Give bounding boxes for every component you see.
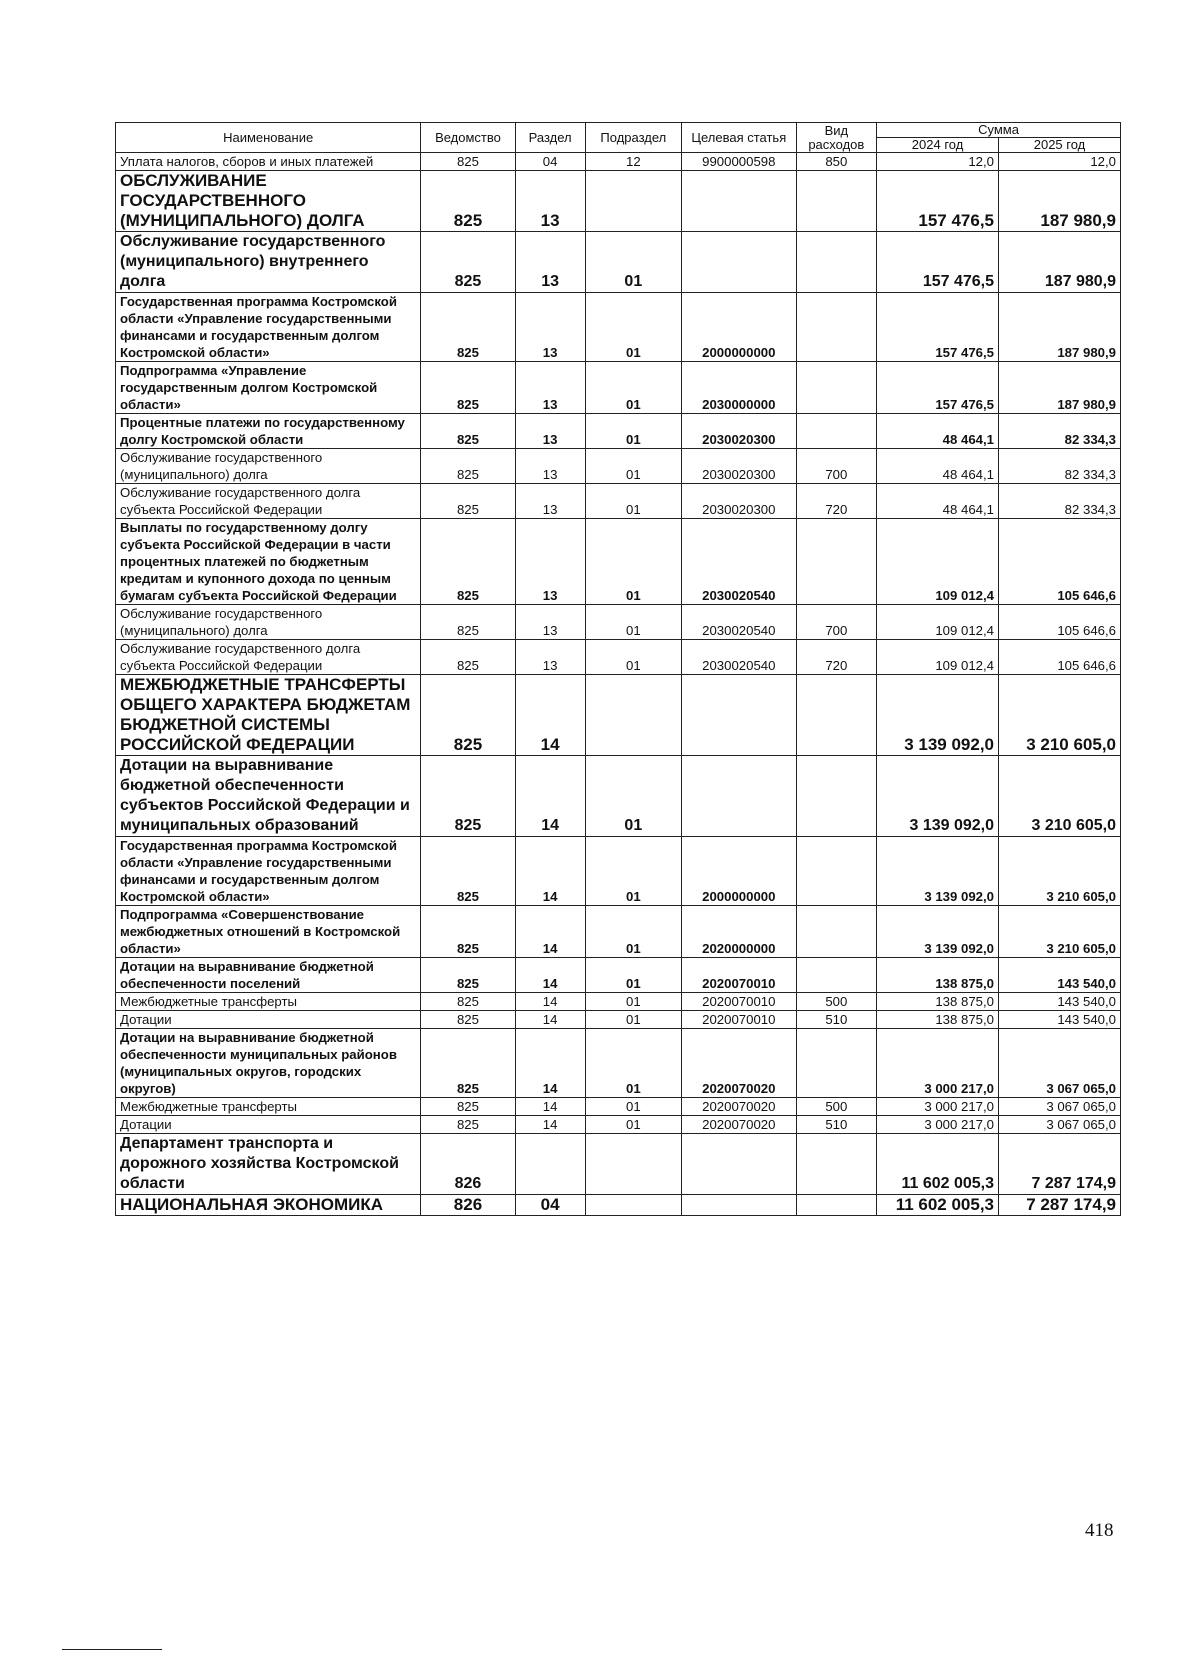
row-sum-2025: 3 210 605,0 — [999, 837, 1121, 906]
row-sum-2025: 3 067 065,0 — [999, 1098, 1121, 1116]
row-section: 14 — [515, 1011, 585, 1029]
row-section: 14 — [515, 993, 585, 1011]
row-dept: 825 — [421, 605, 515, 640]
row-target: 2020070010 — [682, 993, 796, 1011]
row-section: 14 — [515, 1029, 585, 1098]
row-subsection: 01 — [585, 1029, 681, 1098]
table-row — [116, 414, 1121, 449]
row-name: ОБСЛУЖИВАНИЕ ГОСУДАРСТВЕННОГО (МУНИЦИПАЛЬНОГО) ДОЛГА — [116, 171, 421, 232]
table-row — [116, 1011, 1121, 1029]
row-section: 13 — [515, 232, 585, 293]
row-name: МЕЖБЮДЖЕТНЫЕ ТРАНСФЕРТЫ ОБЩЕГО ХАРАКТЕРА БЮДЖЕТАМ БЮДЖЕТНОЙ СИСТЕМЫ РОССИЙСКОЙ ФЕДЕРАЦИИ — [116, 675, 421, 756]
row-section: 04 — [515, 153, 585, 171]
row-section: 13 — [515, 171, 585, 232]
header-row — [116, 123, 1121, 138]
row-section: 13 — [515, 449, 585, 484]
row-type — [796, 362, 877, 414]
row-target: 2030020300 — [682, 484, 796, 519]
row-type — [796, 171, 877, 232]
row-subsection: 01 — [585, 756, 681, 837]
row-sum-2024: 157 476,5 — [877, 232, 999, 293]
row-name: Департамент транспорта и дорожного хозяйства Костромской области — [116, 1134, 421, 1195]
row-sum-2025: 82 334,3 — [999, 414, 1121, 449]
row-target: 2020070010 — [682, 958, 796, 993]
row-section: 14 — [515, 1116, 585, 1134]
row-sum-2025: 105 646,6 — [999, 640, 1121, 675]
table-row — [116, 1116, 1121, 1134]
row-sum-2024: 48 464,1 — [877, 449, 999, 484]
table-row — [116, 519, 1121, 605]
table-row — [116, 837, 1121, 906]
row-name: Дотации на выравнивание бюджетной обеспеченности поселений — [116, 958, 421, 993]
row-name: НАЦИОНАЛЬНАЯ ЭКОНОМИКА — [116, 1195, 421, 1216]
row-sum-2025: 187 980,9 — [999, 232, 1121, 293]
row-sum-2024: 138 875,0 — [877, 958, 999, 993]
row-name: Обслуживание государственного (муниципального) долга — [116, 449, 421, 484]
row-dept: 825 — [421, 171, 515, 232]
table-row — [116, 993, 1121, 1011]
row-type — [796, 414, 877, 449]
row-type — [796, 1195, 877, 1216]
budget-table — [115, 122, 1121, 1216]
header-2024: 2024 год — [877, 138, 999, 153]
row-subsection: 12 — [585, 153, 681, 171]
row-name: Обслуживание государственного долга субъекта Российской Федерации — [116, 484, 421, 519]
row-sum-2025: 105 646,6 — [999, 519, 1121, 605]
row-section: 14 — [515, 958, 585, 993]
table-row — [116, 756, 1121, 837]
row-name: Процентные платежи по государственному долгу Костромской области — [116, 414, 421, 449]
row-target: 2000000000 — [682, 293, 796, 362]
row-sum-2024: 3 139 092,0 — [877, 675, 999, 756]
row-name: Подпрограмма «Совершенствование межбюджетных отношений в Костромской области» — [116, 906, 421, 958]
row-subsection: 01 — [585, 837, 681, 906]
row-section: 13 — [515, 484, 585, 519]
row-sum-2024: 157 476,5 — [877, 293, 999, 362]
table-row — [116, 171, 1121, 232]
row-section: 13 — [515, 362, 585, 414]
row-subsection: 01 — [585, 640, 681, 675]
row-sum-2025: 187 980,9 — [999, 362, 1121, 414]
row-target: 2030000000 — [682, 362, 796, 414]
row-name: Дотации — [116, 1011, 421, 1029]
row-dept: 825 — [421, 232, 515, 293]
row-dept: 825 — [421, 1116, 515, 1134]
header-sum: Сумма — [877, 123, 1121, 138]
row-type: 720 — [796, 640, 877, 675]
row-sum-2025: 143 540,0 — [999, 958, 1121, 993]
row-sum-2024: 138 875,0 — [877, 1011, 999, 1029]
row-name: Обслуживание государственного (муниципального) долга — [116, 605, 421, 640]
table-row — [116, 153, 1121, 171]
row-name: Обслуживание государственного (муниципального) внутреннего долга — [116, 232, 421, 293]
row-target — [682, 232, 796, 293]
row-name: Уплата налогов, сборов и иных платежей — [116, 153, 421, 171]
row-dept: 825 — [421, 293, 515, 362]
row-name: Подпрограмма «Управление государственным долгом Костромской области» — [116, 362, 421, 414]
row-subsection: 01 — [585, 1011, 681, 1029]
row-section: 13 — [515, 414, 585, 449]
row-dept: 825 — [421, 153, 515, 171]
table-row — [116, 605, 1121, 640]
row-type — [796, 756, 877, 837]
row-type — [796, 519, 877, 605]
row-sum-2025: 143 540,0 — [999, 1011, 1121, 1029]
row-sum-2025: 3 210 605,0 — [999, 756, 1121, 837]
row-type — [796, 232, 877, 293]
row-target: 2020070020 — [682, 1116, 796, 1134]
header-subsection: Подраздел — [585, 123, 681, 153]
header-section: Раздел — [515, 123, 585, 153]
row-sum-2025: 3 067 065,0 — [999, 1029, 1121, 1098]
row-dept: 826 — [421, 1134, 515, 1195]
row-section: 14 — [515, 1098, 585, 1116]
row-target: 2020070020 — [682, 1029, 796, 1098]
row-name: Обслуживание государственного долга субъекта Российской Федерации — [116, 640, 421, 675]
row-sum-2024: 48 464,1 — [877, 414, 999, 449]
row-section: 14 — [515, 837, 585, 906]
row-section: 13 — [515, 293, 585, 362]
row-sum-2025: 3 210 605,0 — [999, 675, 1121, 756]
row-dept: 825 — [421, 449, 515, 484]
row-name: Межбюджетные трансферты — [116, 993, 421, 1011]
table-row — [116, 449, 1121, 484]
table-row — [116, 484, 1121, 519]
row-type — [796, 293, 877, 362]
row-sum-2024: 157 476,5 — [877, 171, 999, 232]
row-sum-2024: 3 139 092,0 — [877, 906, 999, 958]
row-section: 13 — [515, 605, 585, 640]
row-dept: 825 — [421, 1098, 515, 1116]
row-subsection: 01 — [585, 1098, 681, 1116]
row-dept: 825 — [421, 414, 515, 449]
row-subsection: 01 — [585, 993, 681, 1011]
row-subsection: 01 — [585, 1116, 681, 1134]
table-row — [116, 958, 1121, 993]
row-target: 2030020540 — [682, 519, 796, 605]
row-type: 700 — [796, 449, 877, 484]
row-dept: 825 — [421, 837, 515, 906]
row-target: 2030020300 — [682, 449, 796, 484]
table-row — [116, 640, 1121, 675]
row-target: 2000000000 — [682, 837, 796, 906]
row-sum-2024: 12,0 — [877, 153, 999, 171]
page-number: 418 — [1085, 1520, 1114, 1541]
row-sum-2025: 7 287 174,9 — [999, 1134, 1121, 1195]
row-section: 14 — [515, 756, 585, 837]
header-target: Целевая статья — [682, 123, 796, 153]
row-sum-2024: 109 012,4 — [877, 519, 999, 605]
row-target: 2020070010 — [682, 1011, 796, 1029]
row-target: 2020070020 — [682, 1098, 796, 1116]
table-row — [116, 1195, 1121, 1216]
header-2025: 2025 год — [999, 138, 1121, 153]
row-type — [796, 1029, 877, 1098]
row-section: 04 — [515, 1195, 585, 1216]
row-subsection: 01 — [585, 362, 681, 414]
row-sum-2024: 3 139 092,0 — [877, 837, 999, 906]
row-sum-2024: 3 000 217,0 — [877, 1116, 999, 1134]
row-sum-2025: 7 287 174,9 — [999, 1195, 1121, 1216]
row-dept: 825 — [421, 906, 515, 958]
row-target — [682, 675, 796, 756]
row-dept: 825 — [421, 675, 515, 756]
row-sum-2024: 3 000 217,0 — [877, 1098, 999, 1116]
table-row — [116, 675, 1121, 756]
row-subsection — [585, 1195, 681, 1216]
table-row — [116, 1029, 1121, 1098]
row-dept: 825 — [421, 640, 515, 675]
row-target — [682, 756, 796, 837]
row-subsection — [585, 171, 681, 232]
row-subsection: 01 — [585, 484, 681, 519]
row-type — [796, 675, 877, 756]
footnote-divider — [62, 1649, 162, 1650]
row-sum-2024: 109 012,4 — [877, 640, 999, 675]
row-name: Государственная программа Костромской области «Управление государственными финансами и государственным долгом Костромской области» — [116, 293, 421, 362]
row-name: Дотации на выравнивание бюджетной обеспеченности муниципальных районов (муниципальных округов, городских округов) — [116, 1029, 421, 1098]
table-row — [116, 293, 1121, 362]
row-name: Выплаты по государственному долгу субъекта Российской Федерации в части процентных платежей по бюджетным кредитам и купонного дохода по ценным бумагам субъекта Российской Федерации — [116, 519, 421, 605]
row-type: 510 — [796, 1011, 877, 1029]
row-dept: 825 — [421, 484, 515, 519]
row-target: 2020000000 — [682, 906, 796, 958]
row-subsection: 01 — [585, 958, 681, 993]
row-sum-2024: 11 602 005,3 — [877, 1134, 999, 1195]
row-sum-2024: 3 139 092,0 — [877, 756, 999, 837]
table-row — [116, 232, 1121, 293]
row-sum-2025: 82 334,3 — [999, 449, 1121, 484]
row-name: Межбюджетные трансферты — [116, 1098, 421, 1116]
row-section — [515, 1134, 585, 1195]
row-dept: 825 — [421, 958, 515, 993]
row-sum-2025: 187 980,9 — [999, 171, 1121, 232]
row-type: 500 — [796, 1098, 877, 1116]
row-type: 850 — [796, 153, 877, 171]
row-dept: 825 — [421, 519, 515, 605]
row-target: 2030020540 — [682, 640, 796, 675]
row-section: 14 — [515, 675, 585, 756]
row-dept: 825 — [421, 756, 515, 837]
row-section: 13 — [515, 519, 585, 605]
row-sum-2024: 3 000 217,0 — [877, 1029, 999, 1098]
row-sum-2025: 12,0 — [999, 153, 1121, 171]
row-dept: 825 — [421, 1011, 515, 1029]
row-dept: 825 — [421, 362, 515, 414]
table-row — [116, 362, 1121, 414]
row-subsection: 01 — [585, 605, 681, 640]
row-sum-2024: 138 875,0 — [877, 993, 999, 1011]
row-target — [682, 1134, 796, 1195]
row-sum-2024: 48 464,1 — [877, 484, 999, 519]
row-sum-2025: 187 980,9 — [999, 293, 1121, 362]
row-sum-2024: 157 476,5 — [877, 362, 999, 414]
row-type: 720 — [796, 484, 877, 519]
table-row — [116, 1098, 1121, 1116]
row-subsection: 01 — [585, 449, 681, 484]
header-dept: Ведомство — [421, 123, 515, 153]
row-target: 9900000598 — [682, 153, 796, 171]
row-sum-2025: 3 210 605,0 — [999, 906, 1121, 958]
row-name: Дотации — [116, 1116, 421, 1134]
row-section: 13 — [515, 640, 585, 675]
row-name: Дотации на выравнивание бюджетной обеспеченности субъектов Российской Федерации и муниципальных образований — [116, 756, 421, 837]
row-type: 500 — [796, 993, 877, 1011]
row-sum-2025: 143 540,0 — [999, 993, 1121, 1011]
table-row — [116, 1134, 1121, 1195]
row-type: 700 — [796, 605, 877, 640]
row-type — [796, 906, 877, 958]
row-sum-2024: 11 602 005,3 — [877, 1195, 999, 1216]
row-subsection: 01 — [585, 232, 681, 293]
row-type: 510 — [796, 1116, 877, 1134]
row-subsection: 01 — [585, 293, 681, 362]
row-subsection: 01 — [585, 519, 681, 605]
row-sum-2024: 109 012,4 — [877, 605, 999, 640]
header-type: Вид расходов — [796, 123, 877, 153]
row-name: Государственная программа Костромской области «Управление государственными финансами и государственным долгом Костромской области» — [116, 837, 421, 906]
row-subsection — [585, 1134, 681, 1195]
row-type — [796, 958, 877, 993]
row-dept: 826 — [421, 1195, 515, 1216]
row-subsection: 01 — [585, 906, 681, 958]
row-target — [682, 171, 796, 232]
row-sum-2025: 3 067 065,0 — [999, 1116, 1121, 1134]
row-sum-2025: 82 334,3 — [999, 484, 1121, 519]
row-sum-2025: 105 646,6 — [999, 605, 1121, 640]
row-subsection — [585, 675, 681, 756]
row-target — [682, 1195, 796, 1216]
row-type — [796, 1134, 877, 1195]
header-name: Наименование — [116, 123, 421, 153]
row-dept: 825 — [421, 993, 515, 1011]
row-type — [796, 837, 877, 906]
row-target: 2030020540 — [682, 605, 796, 640]
row-dept: 825 — [421, 1029, 515, 1098]
row-subsection: 01 — [585, 414, 681, 449]
row-target: 2030020300 — [682, 414, 796, 449]
table-row — [116, 906, 1121, 958]
row-section: 14 — [515, 906, 585, 958]
